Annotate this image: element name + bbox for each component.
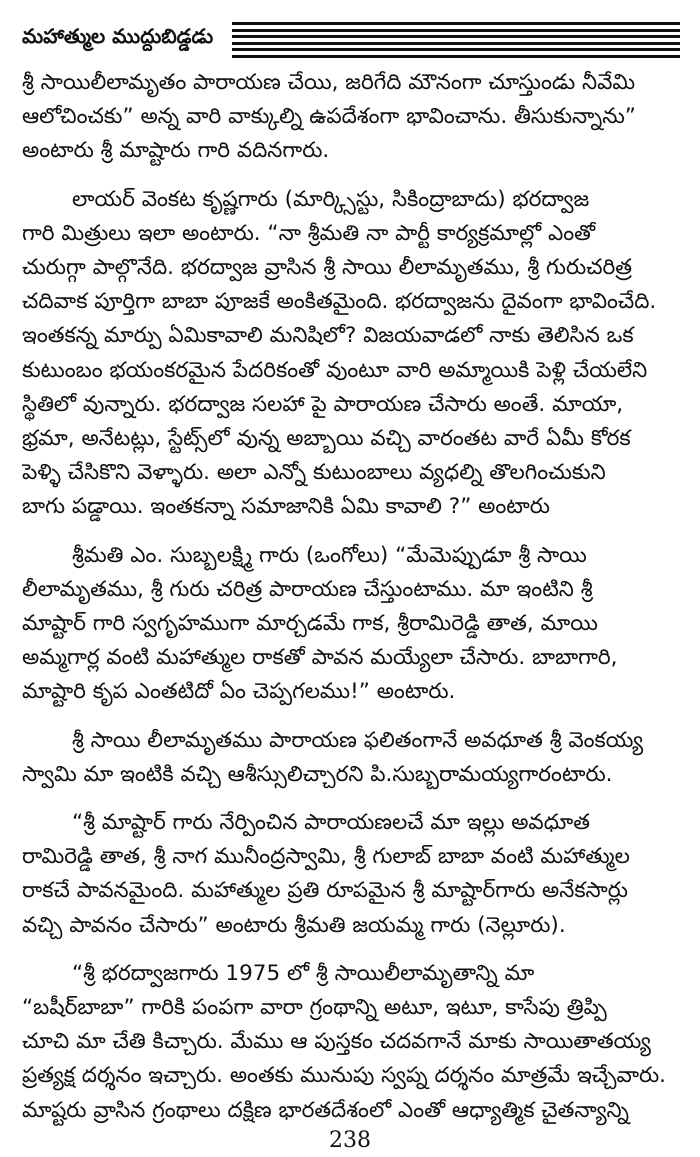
text-line: చదివాక పూర్తిగా బాబా పూజకే అంకితమైంది. భరద్వాజను దైవంగా భావించేది.	[22, 289, 657, 315]
paragraph	[22, 957, 678, 1128]
header-rule	[232, 48, 680, 51]
paragraph	[22, 539, 678, 710]
paragraph	[22, 724, 678, 792]
text-line: రామిరెడ్డి తాత, శ్రీ నాగ మునీంద్రస్వామి, శ్రీ గులాబ్ బాబా వంటి మహాత్ముల	[22, 844, 630, 870]
header-rule	[232, 35, 680, 38]
running-title: మహాత్ముల ముద్దుబిడ్డడు	[22, 24, 214, 48]
body-text	[22, 66, 678, 1142]
header-rule	[232, 22, 680, 25]
text-line: ఆలోచించకు” అన్న వారి వాక్కుల్ని ఉపదేశంగా భావించాను. తీసుకున్నాను”	[22, 104, 636, 130]
text-line: మాష్టారి కృప ఎంతటిదో ఏం చెప్పగలము!” అంటారు.	[22, 679, 456, 705]
header-rule	[232, 55, 680, 58]
text-line: లీలామృతము, శ్రీ గురు చరిత్ర పారాయణ చేస్తుంటాము. మా ఇంటిని శ్రీ	[22, 576, 593, 602]
text-line: రాకచే పావనమైంది. మహాత్ముల ప్రతి రూపమైన శ్రీ మాష్టార్‌గారు అనేకసార్లు	[22, 878, 628, 904]
text-line: శ్రీ సాయిలీలామృతం పారాయణ చేయి, జరిగేది మౌనంగా చూస్తుండు నీవేమి	[22, 70, 636, 95]
text-line: పెళ్ళి చేసికొని వెళ్ళారు. అలా ఎన్నో కుటుంబాలు వ్యధల్ని తొలగించుకుని	[22, 460, 606, 486]
header-rules	[232, 22, 680, 58]
text-line: చూచి మా చేతి కిచ్చారు. మేము ఆ పుస్తకం చదవగానే మాకు సాయితాతయ్య	[22, 1029, 651, 1055]
page-number: 238	[329, 1128, 371, 1153]
text-line: మాష్టార్ గారి స్వగృహముగా మార్చడమే గాక, శ్రీరామిరెడ్డి తాత, మాయి	[22, 611, 598, 637]
text-line: శ్రీ సాయి లీలామృతము పారాయణ ఫలితంగానే అవధూత శ్రీ వెంకయ్య	[72, 727, 644, 753]
paragraph	[22, 66, 678, 169]
text-line: స్థితిలో వున్నారు. భరద్వాజ సలహా పై పారాయణ చేసారు అంతే. మాయా,	[22, 391, 624, 417]
text-line: భ్రమా, అనేటట్లు, స్టేట్స్‌లో వున్న అబ్బాయి వచ్చి వారంతట వారే ఏమీ కోరక	[22, 426, 631, 452]
text-line: లాయర్ వెంకట కృష్ణగారు (మార్క్సిస్టు, సికింద్రాబాదు) భరద్వాజ	[72, 186, 590, 212]
paragraph	[22, 806, 678, 943]
paragraph	[22, 183, 678, 525]
text-line: మాష్టరు వ్రాసిన గ్రంథాలు దక్షిణ భారతదేశంలో ఎంతో ఆధ్యాత్మిక చైతన్యాన్ని	[22, 1097, 629, 1123]
text-line: శ్రీమతి ఎం. సుబ్బలక్ష్మి గారు (ఒంగోలు) “మేమెప్పుడూ శ్రీ సాయి	[72, 542, 587, 568]
text-line: “శ్రీ మాష్టార్ గారు నేర్పించిన పారాయణలచే మా ఇల్లు అవధూత	[72, 810, 590, 836]
text-line: చురుగ్గా పాల్గొనేది. భరద్వాజ వ్రాసిన శ్రీ సాయి లీలామృతము, శ్రీ గురుచరిత్ర	[22, 255, 632, 281]
text-line: వచ్చి పావనం చేసారు” అంటారు శ్రీమతి జయమ్మ గారు (నెల్లూరు).	[22, 912, 566, 938]
text-line: అమ్మగార్ల వంటి మహాత్ముల రాకతో పావన మయ్యేలా చేసారు. బాబాగారి,	[22, 645, 618, 671]
running-header	[22, 18, 680, 60]
text-line: “శ్రీ భరద్వాజగారు 1975 లో శ్రీ సాయిలీలామృతాన్ని మా	[72, 960, 535, 986]
text-line: స్వామి మా ఇంటికి వచ్చి ఆశీస్సులిచ్చారని పి.సుబ్బరామయ్యగారంటారు.	[22, 761, 613, 787]
header-rule	[232, 42, 680, 45]
text-line: బాగు పడ్డాయి. ఇంతకన్నా సమాజానికి ఏమి కావాలి ?” అంటారు	[22, 494, 550, 520]
text-line: “బషీర్‌బాబా” గారికి పంపగా వారా గ్రంథాన్ని అటూ, ఇటూ, కాసేపు త్రిప్పి	[22, 995, 607, 1021]
header-rule	[232, 29, 680, 32]
text-line: ఇంతకన్న మార్పు ఏమికావాలి మనిషిలో? విజయవాడలో నాకు తెలిసిన ఒక	[22, 323, 634, 349]
text-line: ప్రత్యక్ష దర్శనం ఇచ్చారు. అంతకు మునుపు స్వప్న దర్శనం మాత్రమే ఇచ్చేవారు.	[22, 1063, 667, 1089]
text-line: గారి మిత్రులు ఇలా అంటారు. “నా శ్రీమతి నా పార్టీ కార్యక్రమాల్లో ఎంతో	[22, 220, 596, 246]
text-line: అంటారు శ్రీ మాష్టారు గారి వదినగారు.	[22, 138, 330, 164]
text-line: కుటుంబం భయంకరమైన పేదరికంతో వుంటూ వారి అమ్మాయికి పెళ్లి చేయలేని	[22, 357, 648, 383]
